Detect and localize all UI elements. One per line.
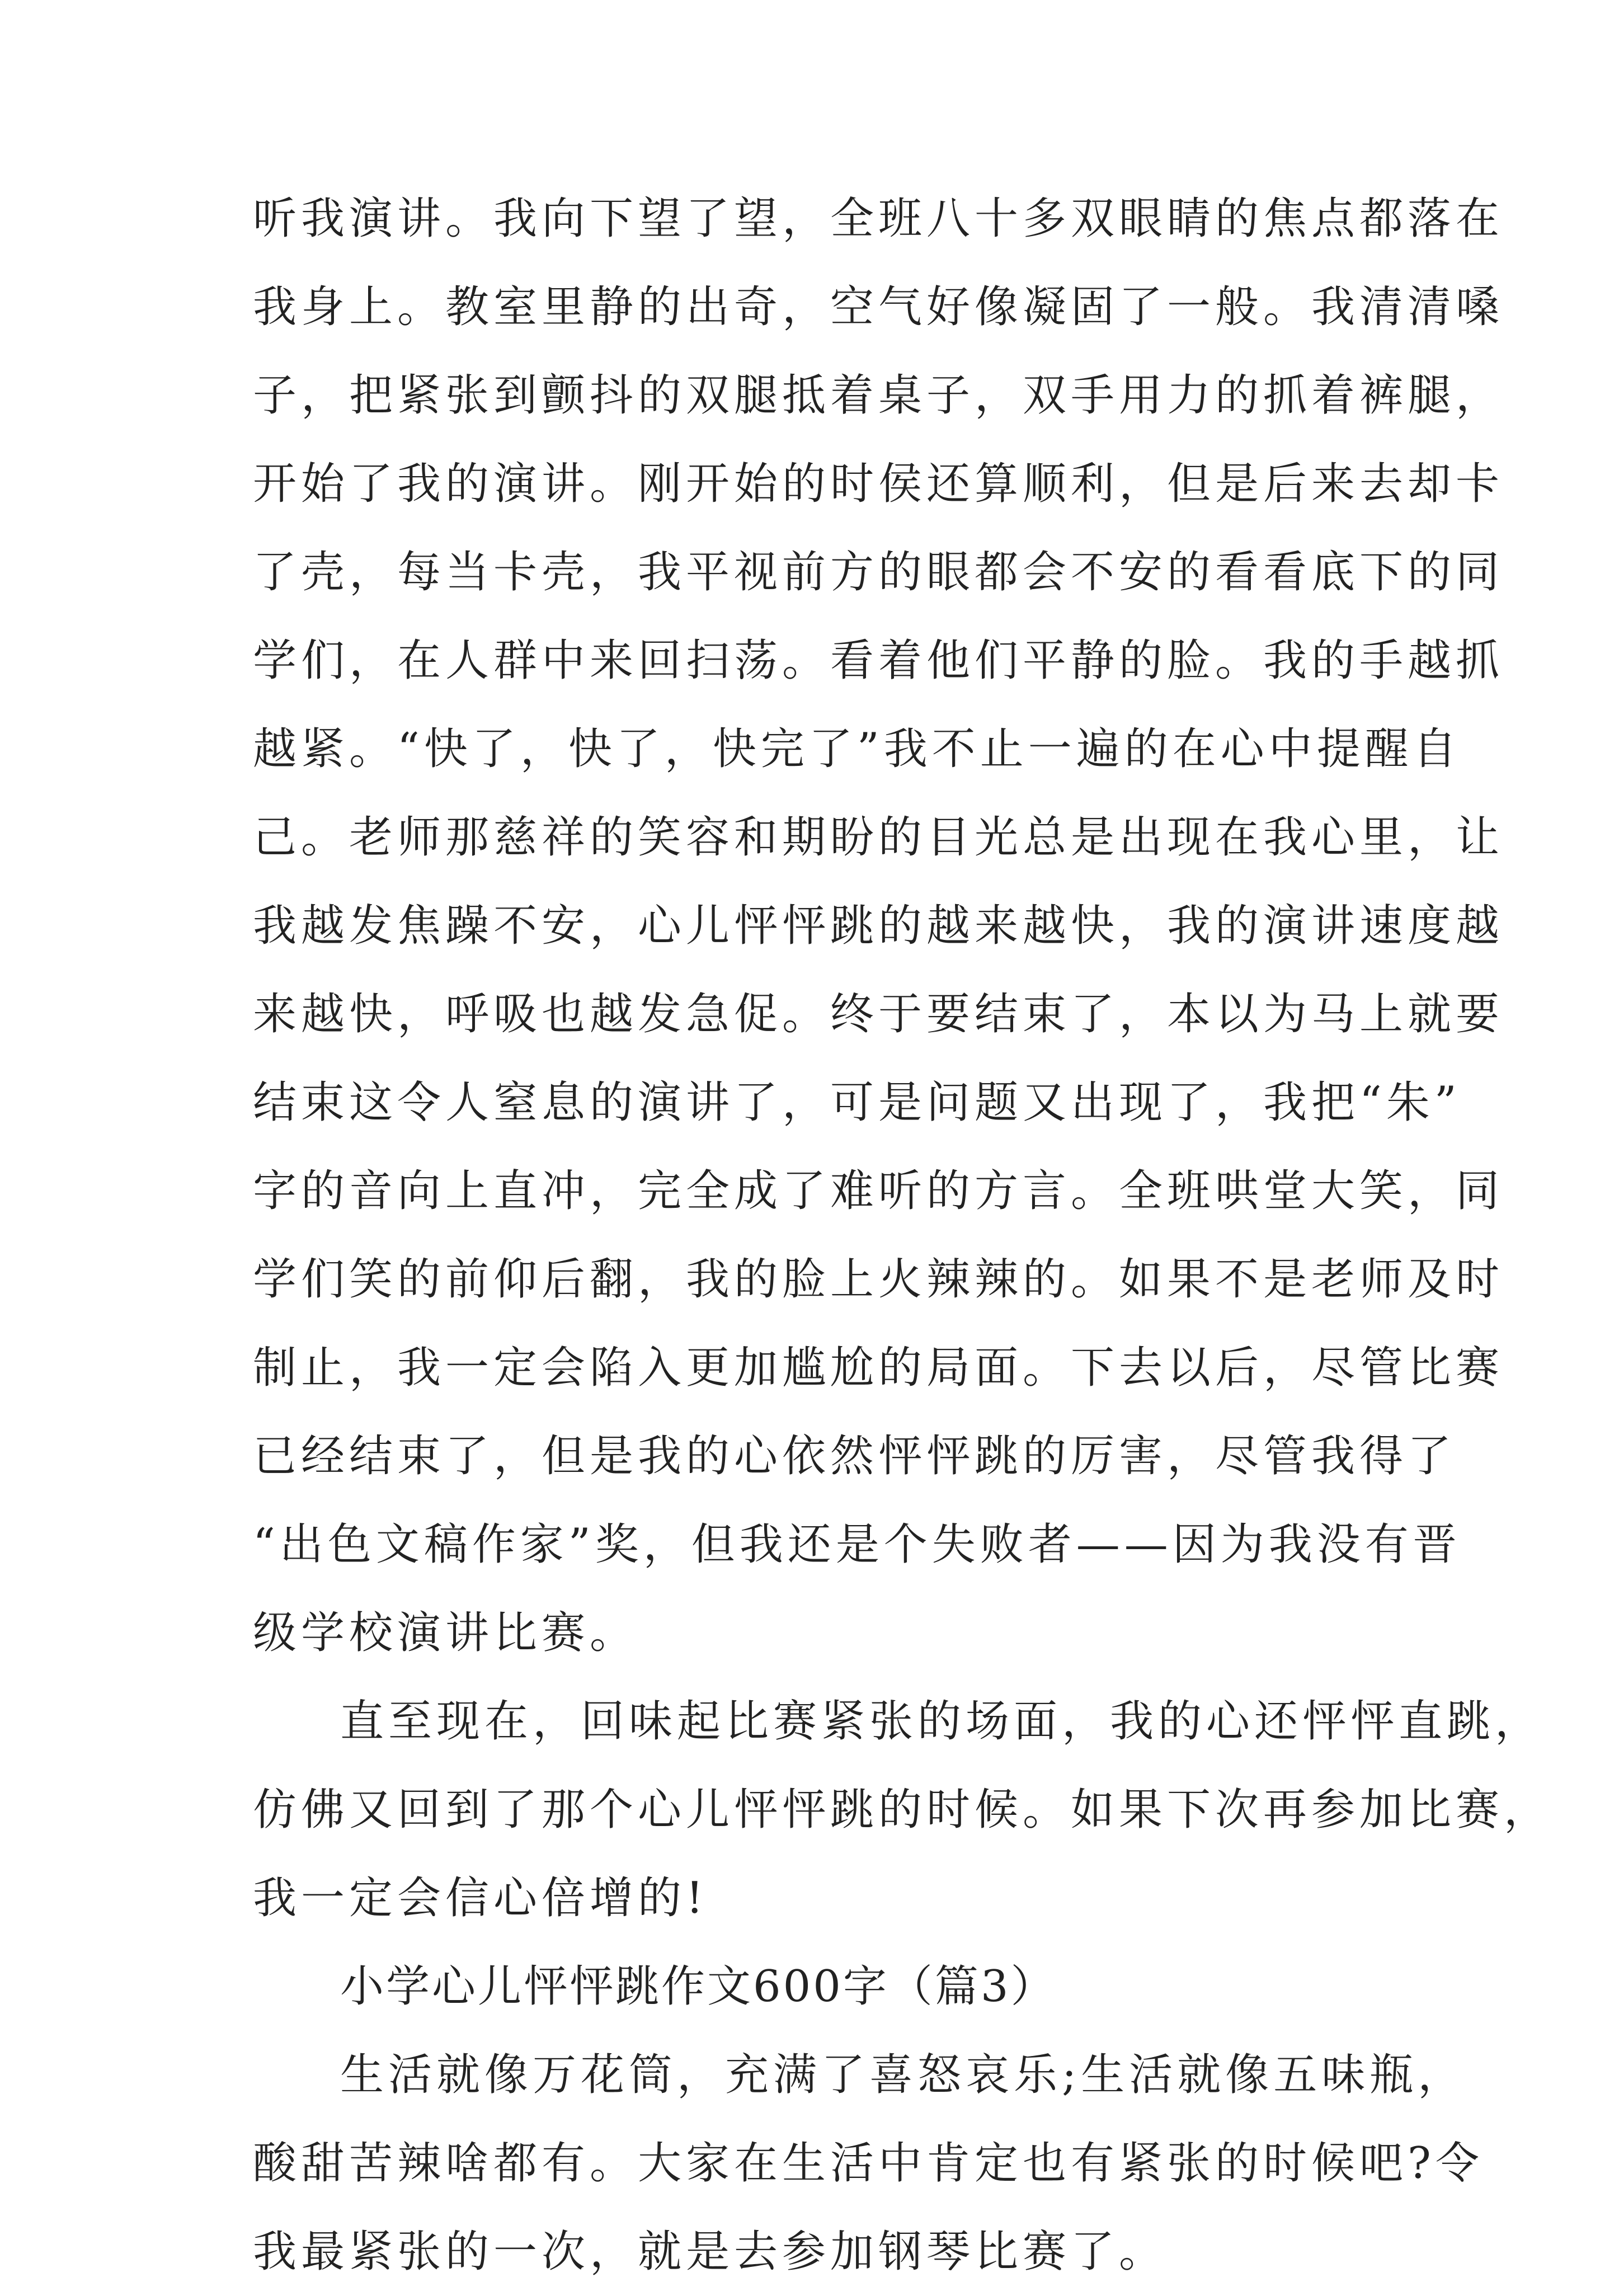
document-body — [253, 175, 1552, 2296]
text-line: 直至现在，回味起比赛紧张的场面，我的心还怦怦直跳， — [340, 1696, 1543, 1747]
heading-line: 小学心儿怦怦跳作文600字（篇3） — [340, 1961, 1057, 2012]
text-line: 听我演讲。我向下望了望，全班八十多双眼睛的焦点都落在 — [253, 194, 1504, 244]
essay-heading — [253, 1942, 1394, 2031]
text-line: 我一定会信心倍增的! — [253, 1873, 708, 1923]
text-line: 子，把紧张到颤抖的双腿抵着桌子，双手用力的抓着裤腿， — [253, 370, 1504, 421]
text-line: 结束这令人窒息的演讲了，可是问题又出现了，我把“朱” — [253, 1078, 1461, 1128]
text-line: 生活就像万花筒，充满了喜怒哀乐;生活就像五味瓶， — [340, 2050, 1466, 2100]
text-line: 学们，在人群中来回扫荡。看着他们平静的脸。我的手越抓 — [253, 636, 1504, 686]
text-line: “出色文稿作家”奖，但我还是个失败者——因为我没有晋 — [253, 1519, 1461, 1570]
text-line: 酸甜苦辣啥都有。大家在生活中肯定也有紧张的时候吧?令 — [253, 2138, 1484, 2189]
text-line: 越紧。“快了，快了，快完了”我不止一遍的在心中提醒自 — [253, 724, 1461, 774]
text-line: 开始了我的演讲。刚开始的时侯还算顺利，但是后来去却卡 — [253, 459, 1504, 509]
text-line: 己。老师那慈祥的笑容和期盼的目光总是出现在我心里，让 — [253, 812, 1504, 863]
text-line: 级学校演讲比赛。 — [253, 1608, 638, 1658]
text-line: 了壳，每当卡壳，我平视前方的眼都会不安的看看底下的同 — [253, 547, 1504, 597]
text-line: 我越发焦躁不安，心儿怦怦跳的越来越快，我的演讲速度越 — [253, 901, 1504, 951]
paragraph-essay-opening — [253, 2031, 1484, 2296]
text-line: 仿佛又回到了那个心儿怦怦跳的时候。如果下次再参加比赛， — [253, 1785, 1552, 1835]
paragraph-conclusion — [253, 1677, 1552, 1942]
text-line: 已经结束了，但是我的心依然怦怦跳的厉害，尽管我得了 — [253, 1431, 1456, 1481]
text-line: 来越快，呼吸也越发急促。终于要结束了，本以为马上就要 — [253, 989, 1504, 1039]
text-line: 我身上。教室里静的出奇，空气好像凝固了一般。我清清嗓 — [253, 282, 1504, 332]
paragraph-speech-story — [253, 175, 1504, 1677]
text-line: 制止，我一定会陷入更加尴尬的局面。下去以后，尽管比赛 — [253, 1343, 1504, 1393]
text-line: 字的音向上直冲，完全成了难听的方言。全班哄堂大笑，同 — [253, 1166, 1504, 1216]
text-line: 学们笑的前仰后翻，我的脸上火辣辣的。如果不是老师及时 — [253, 1254, 1504, 1305]
text-line: 我最紧张的一次，就是去参加钢琴比赛了。 — [253, 2227, 1168, 2277]
